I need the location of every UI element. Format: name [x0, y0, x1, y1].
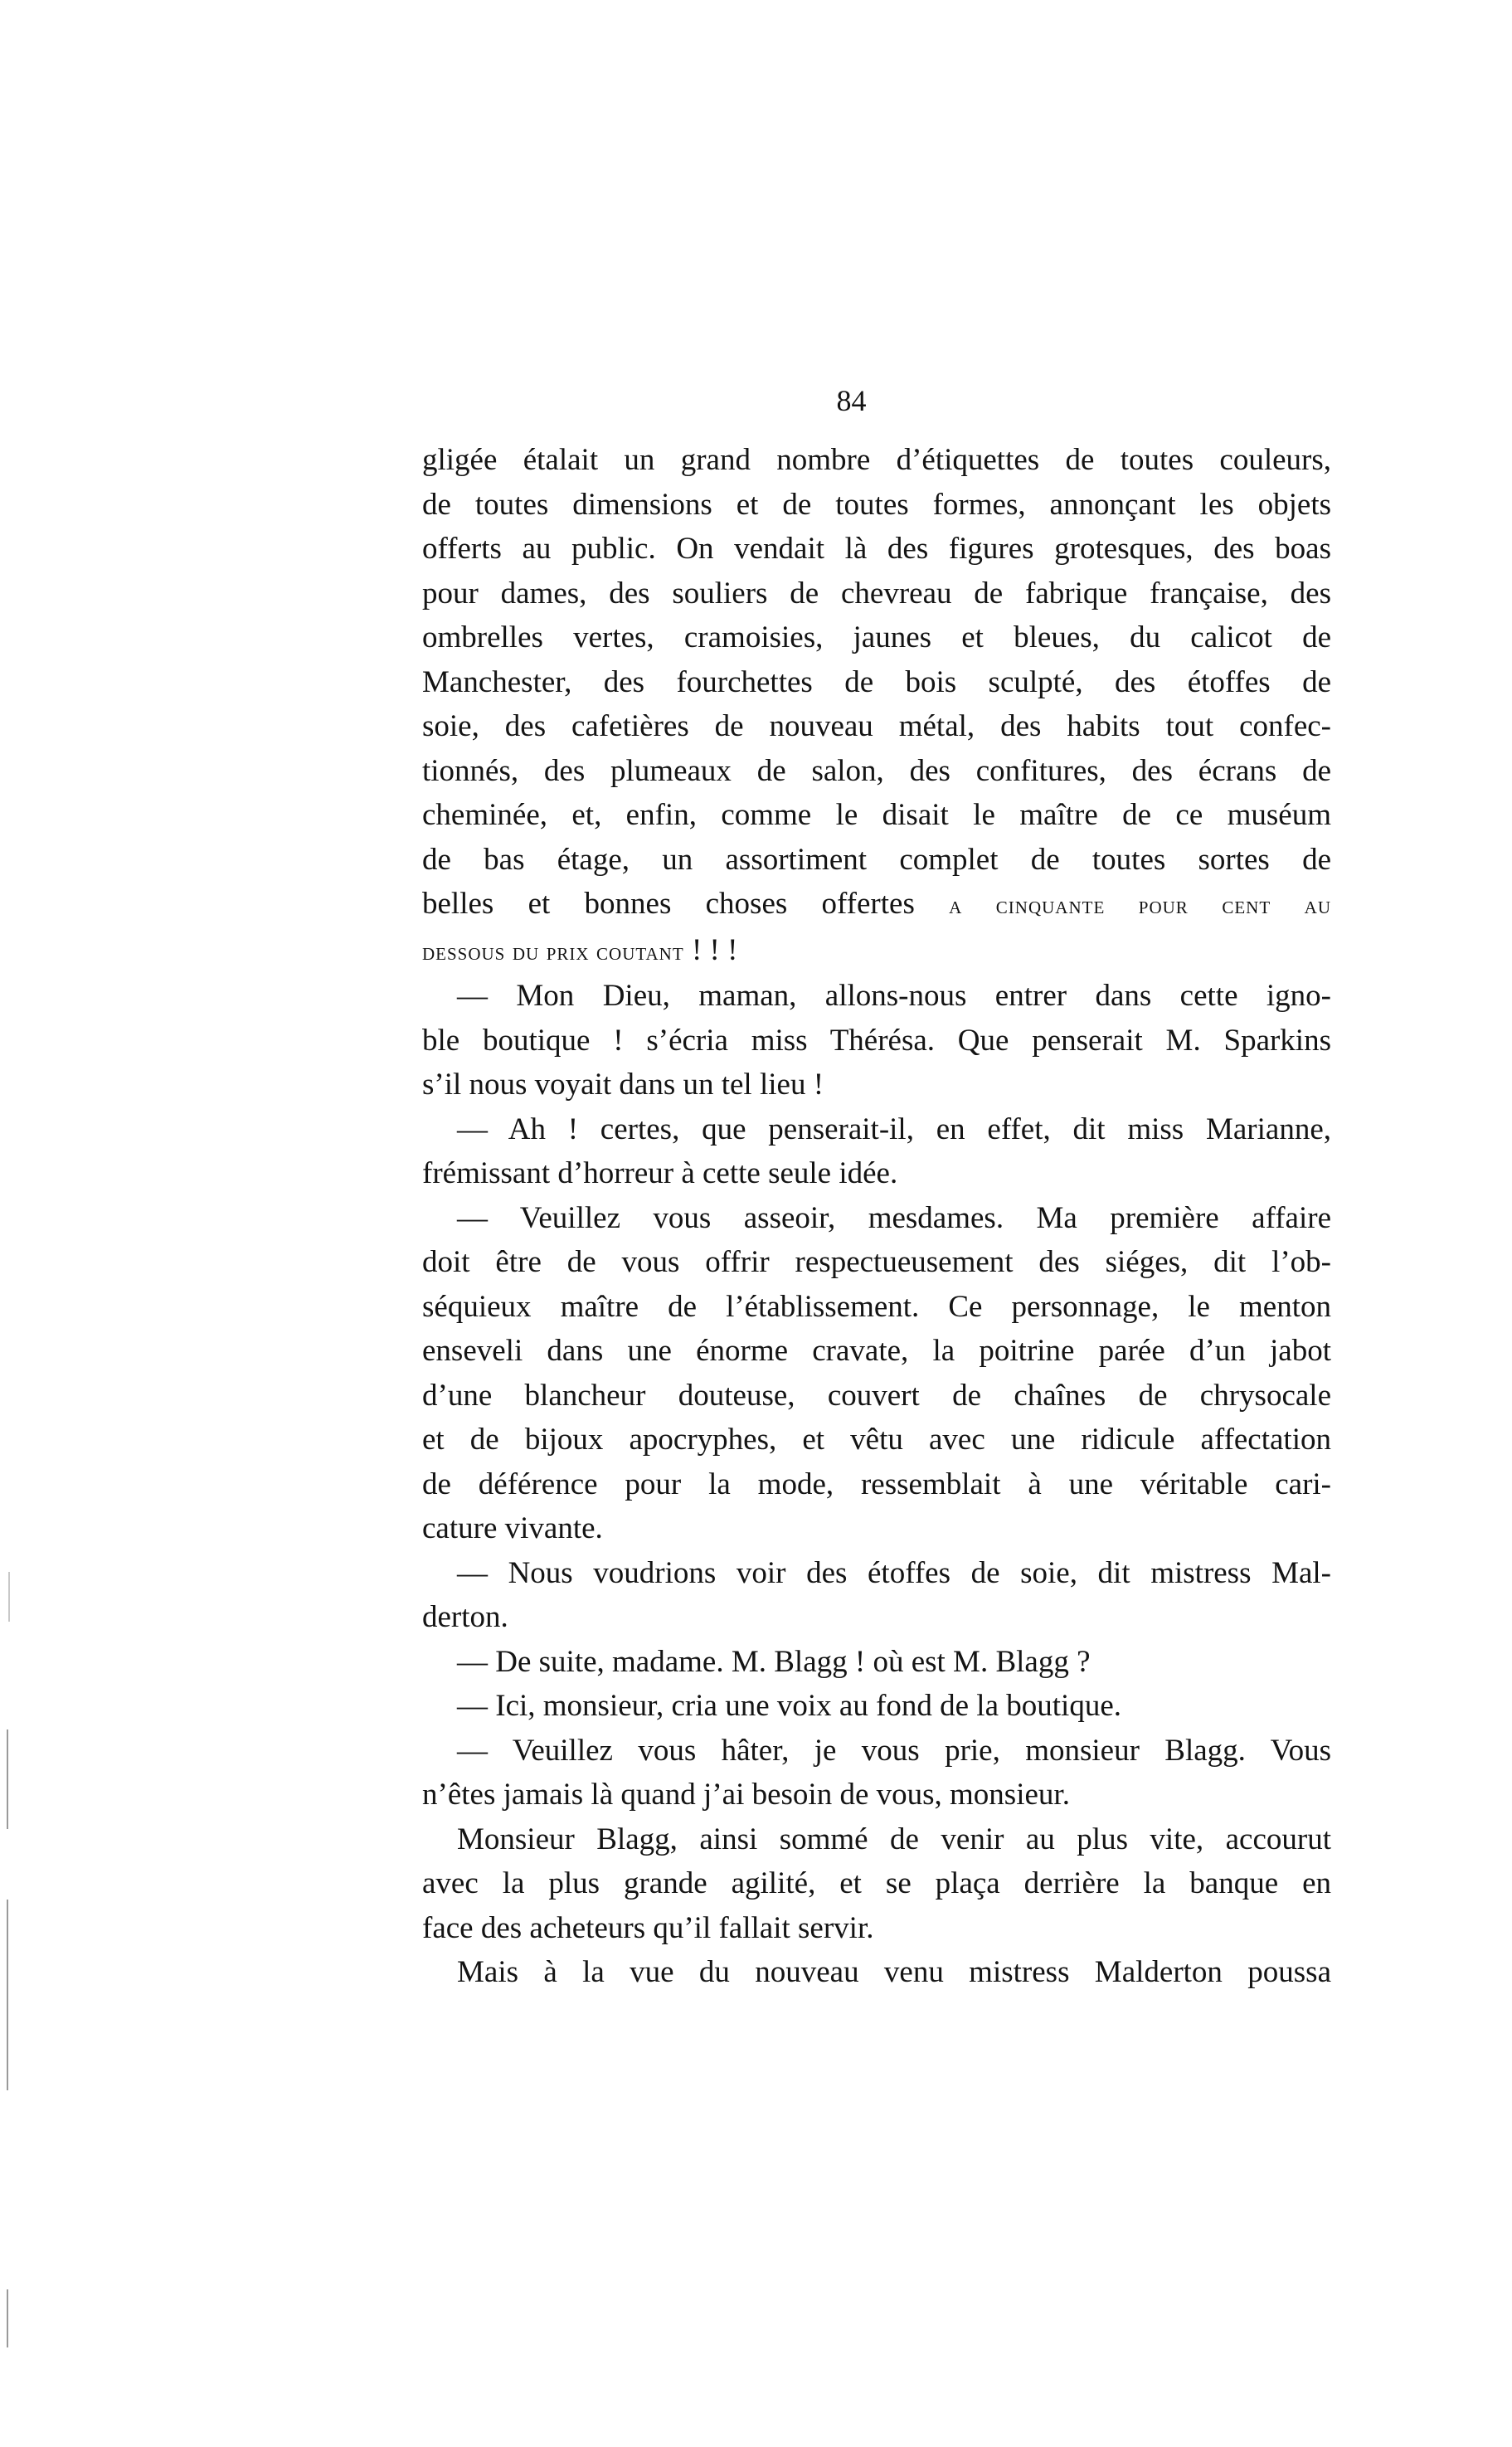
paragraph	[422, 1817, 1331, 1951]
text-line: ombrelles vertes, cramoisies, jaunes et bleues, du calicot de	[422, 620, 1331, 654]
small-caps-segment: dessous du prix coutant	[422, 937, 684, 966]
paragraph	[422, 1551, 1331, 1640]
paragraph	[422, 974, 1331, 1107]
text-line: pour dames, des souliers de chevreau de fabrique française, des	[422, 576, 1331, 611]
paragraph	[422, 1950, 1331, 1995]
text-line: — Veuillez vous hâter, je vous prie, monsieur Blagg. Vous	[457, 1733, 1331, 1768]
text-line: gligée étalait un grand nombre d’étiquettes de toutes couleurs,	[422, 443, 1331, 477]
text-line: cature vivante.	[422, 1511, 603, 1545]
text-line	[422, 882, 1331, 928]
text-line: Manchester, des fourchettes de bois sculpté, des étoffes de	[422, 664, 1331, 699]
paragraph	[422, 438, 1331, 974]
page-number: 84	[836, 384, 867, 417]
text-line: et de bijoux apocryphes, et vêtu avec une ridicule affectation	[422, 1423, 1331, 1457]
text-line: face des acheteurs qu’il fallait servir.	[422, 1910, 874, 1945]
text-line: n’êtes jamais là quand j’ai besoin de vous, monsieur.	[422, 1778, 1070, 1812]
text-line: séquieux maître de l’établissement. Ce personnage, le menton	[422, 1289, 1331, 1324]
text-line: tionnés, des plumeaux de salon, des confitures, des écrans de	[422, 753, 1331, 788]
text-line: avec la plus grande agilité, et se plaça derrière la banque en	[422, 1866, 1331, 1900]
text-line: de déférence pour la mode, ressemblait à une véritable cari-	[422, 1467, 1331, 1501]
text-line: — Mon Dieu, maman, allons-nous entrer dans cette igno-	[457, 979, 1331, 1013]
text-line: de bas étage, un assortiment complet de toutes sortes de	[422, 842, 1331, 877]
scan-artifact-line	[8, 1572, 10, 1622]
text-segment: belles et bonnes choses offertes	[422, 887, 950, 921]
text-segment: ! ! !	[683, 932, 738, 967]
text-line: de toutes dimensions et de toutes formes, annonçant les objets	[422, 487, 1331, 522]
text-line: — De suite, madame. M. Blagg ! où est M. Blagg ?	[457, 1644, 1091, 1679]
text-line: soie, des cafetières de nouveau métal, des habits tout confec-	[422, 709, 1331, 743]
text-line: ble boutique ! s’écria miss Thérésa. Que penserait M. Sparkins	[422, 1023, 1331, 1058]
text-line: cheminée, et, enfin, comme le disait le maître de ce muséum	[422, 798, 1331, 832]
scan-artifact-line	[7, 1729, 8, 1829]
paragraph	[422, 1107, 1331, 1196]
scan-artifact-line	[7, 2289, 8, 2347]
text-line: Monsieur Blagg, ainsi sommé de venir au plus vite, accourut	[457, 1822, 1331, 1856]
text-line: Mais à la vue du nouveau venu mistress Malderton poussa	[457, 1955, 1331, 1989]
text-line: doit être de vous offrir respectueusement des siéges, dit l’ob-	[422, 1245, 1331, 1279]
paragraph	[422, 1640, 1331, 1685]
paragraph	[422, 1196, 1331, 1551]
text-line: offerts au public. On vendait là des figures grotesques, des boas	[422, 532, 1331, 566]
text-line: — Veuillez vous asseoir, mesdames. Ma première affaire	[457, 1200, 1331, 1235]
body-text	[422, 438, 1331, 1995]
text-line: frémissant d’horreur à cette seule idée.	[422, 1156, 898, 1190]
paragraph	[422, 1729, 1331, 1817]
text-line: derton.	[422, 1600, 508, 1634]
text-line: d’une blancheur douteuse, couvert de chaînes de chrysocale	[422, 1378, 1331, 1413]
scan-artifact-line	[7, 1900, 8, 2090]
text-line	[422, 928, 1331, 975]
paragraph	[422, 1684, 1331, 1729]
text-line: s’il nous voyait dans un tel lieu !	[422, 1068, 824, 1102]
text-line: — Ah ! certes, que penserait-il, en effet, dit miss Marianne,	[457, 1112, 1331, 1146]
text-line: enseveli dans une énorme cravate, la poitrine parée d’un jabot	[422, 1334, 1331, 1368]
text-line: — Ici, monsieur, cria une voix au fond de la boutique.	[457, 1689, 1121, 1723]
text-line: — Nous voudrions voir des étoffes de soie, dit mistress Mal-	[457, 1555, 1331, 1590]
small-caps-segment: a cinquante pour cent au	[949, 892, 1331, 919]
